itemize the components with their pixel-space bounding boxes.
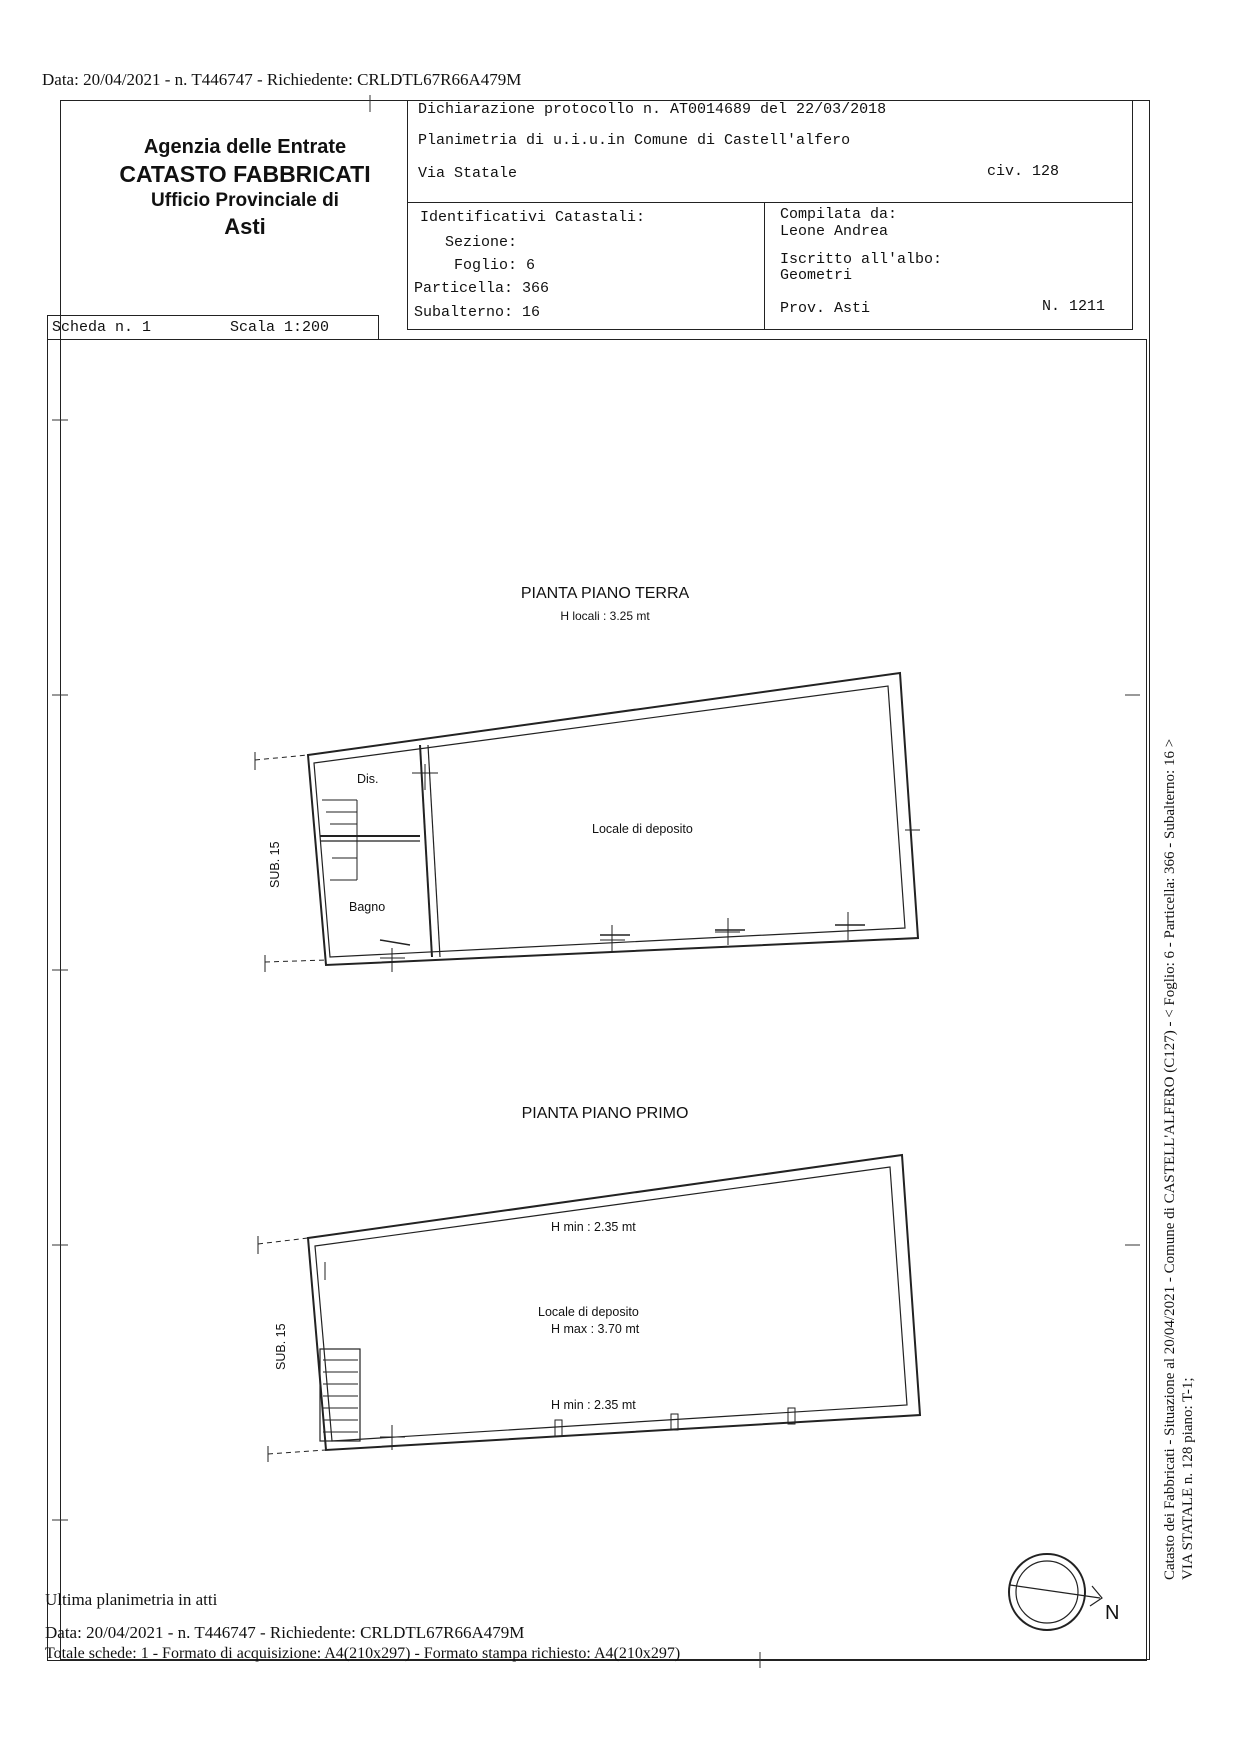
ground-floor-room-dis: Dis. [357,772,379,786]
compiler-province: Prov. Asti [780,300,871,317]
compiler-number: N. 1211 [1042,298,1106,315]
declaration-street: Via Statale [418,165,518,182]
agency-name: Agenzia delle Entrate [143,136,347,158]
identifiers-title: Identificativi Catastali: [420,209,646,226]
scheda-number: Scheda n. 1 [52,319,152,336]
ground-floor-plan [255,673,920,972]
first-floor-stairs [320,1349,360,1441]
first-floor-side-label: SUB. 15 [274,1323,288,1370]
ground-floor-outline [308,673,918,965]
north-compass [1009,1554,1102,1630]
ground-floor-side-label: SUB. 15 [268,841,282,888]
ground-floor-title: PIANTA PIANO TERRA [520,585,690,602]
agency-catasto: CATASTO FABBRICATI [119,161,371,187]
identifiers-subalterno: Subalterno: 16 [414,304,541,321]
footer-date-line: Data: 20/04/2021 - n. T446747 - Richiedente: CRLDTL67R66A479M [45,1623,525,1642]
compass-north-label: N [1105,1602,1120,1624]
declaration-protocol: Dichiarazione protocollo n. AT0014689 del 22/03/2018 [418,101,887,118]
ground-floor-height: H locali : 3.25 mt [560,609,650,623]
compiler-name: Leone Andrea [780,223,889,240]
compiler-label: Compilata da: [780,206,898,223]
footer-last-planimetry: Ultima planimetria in atti [45,1590,218,1609]
header-request-line: Data: 20/04/2021 - n. T446747 - Richiedente: CRLDTL67R66A479M [42,70,522,89]
identifiers-sezione: Sezione: [445,234,518,251]
first-floor-hmin-top: H min : 2.35 mt [551,1220,636,1234]
side-stamp-address: VIA STATALE n. 128 piano: T-1; [1180,1377,1196,1580]
compiler-register-label: Iscritto all'albo: [780,251,943,268]
identifiers-foglio: Foglio: 6 [454,257,536,274]
declaration-planimetry: Planimetria di u.i.u.in Comune di Castell'alfero [418,132,851,149]
compiler-register: Geometri [780,267,853,284]
first-floor-title: PIANTA PIANO PRIMO [521,1105,689,1122]
agency-office: Ufficio Provinciale di [151,189,339,211]
ground-floor-room-main: Locale di deposito [592,822,693,836]
ground-floor-room-bagno: Bagno [349,900,386,914]
identifiers-particella: Particella: 366 [414,280,550,297]
agency-city: Asti [224,213,266,239]
side-stamp: Catasto dei Fabbricati - Situazione al 20/04/2021 - Comune di CASTELL'ALFERO (C127) - < Foglio: 6 - Particella: 366 - Subalterno: 16 > [1162,738,1178,1580]
footer-totals-line: Totale schede: 1 - Formato di acquisizione: A4(210x297) - Formato stampa richiesto: A4(210x297) [45,1645,681,1662]
first-floor-room-main: Locale di deposito [538,1305,639,1319]
declaration-civic: civ. 128 [987,163,1060,180]
first-floor-hmin-bottom: H min : 2.35 mt [551,1398,636,1412]
first-floor-hmax: H max : 3.70 mt [551,1322,640,1336]
scheda-scale: Scala 1:200 [230,319,330,336]
